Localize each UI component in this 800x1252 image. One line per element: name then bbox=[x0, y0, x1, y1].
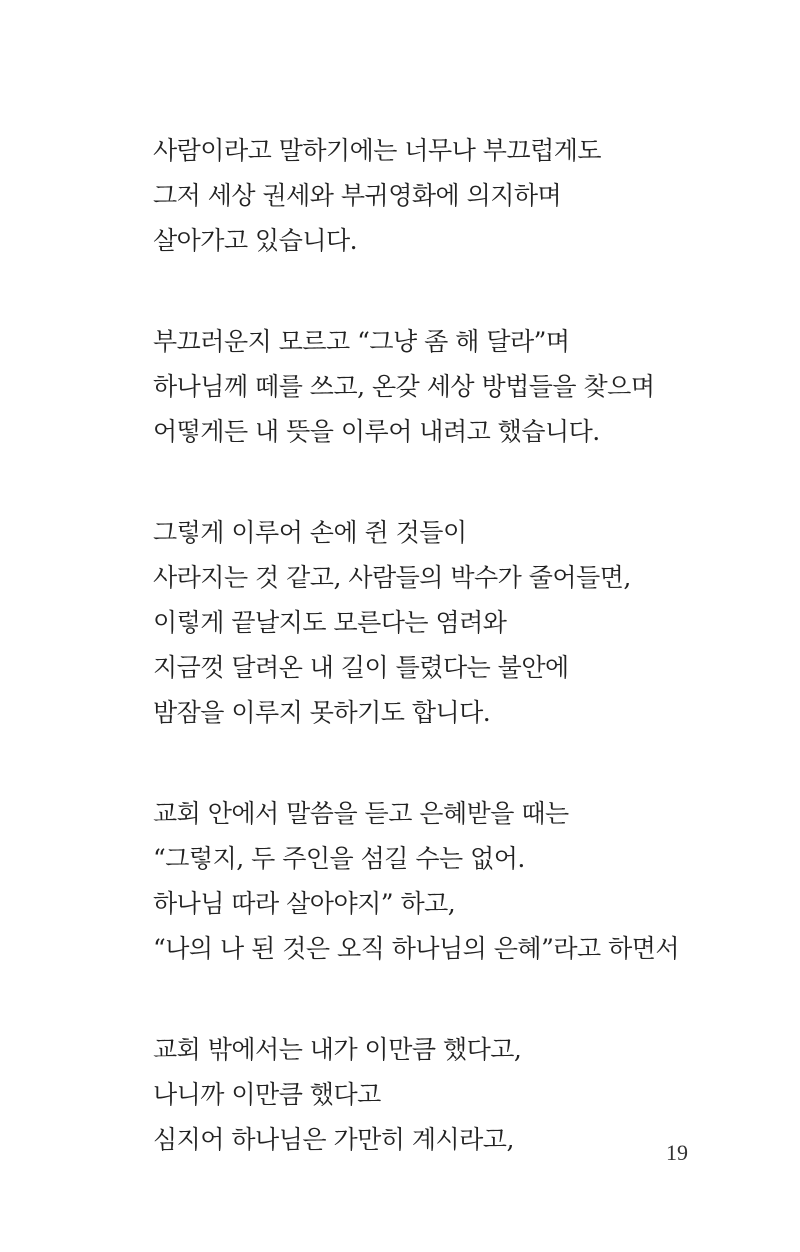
poem-line: “그렇지, 두 주인을 섬길 수는 없어. bbox=[153, 844, 525, 873]
poem-line: 이렇게 끝날지도 모른다는 염려와 bbox=[153, 608, 507, 637]
stanza-2 bbox=[153, 319, 753, 454]
poem-body bbox=[153, 128, 753, 1218]
poem-line: 그렇게 이루어 손에 쥔 것들이 bbox=[153, 518, 467, 547]
poem-line: “나의 나 된 것은 오직 하나님의 은혜”라고 하면서 bbox=[153, 934, 680, 963]
poem-line: 살아가고 있습니다. bbox=[153, 226, 358, 255]
stanza-5 bbox=[153, 1027, 753, 1162]
poem-line: 교회 밖에서는 내가 이만큼 했다고, bbox=[153, 1035, 522, 1064]
poem-line: 사람이라고 말하기에는 너무나 부끄럽게도 bbox=[153, 136, 602, 165]
poem-line: 그저 세상 권세와 부귀영화에 의지하며 bbox=[153, 181, 562, 210]
poem-line: 부끄러운지 모르고 “그냥 좀 해 달라”며 bbox=[153, 327, 570, 356]
stanza-3 bbox=[153, 510, 753, 735]
poem-line: 하나님 따라 살아야지” 하고, bbox=[153, 889, 456, 918]
page-number: 19 bbox=[666, 1140, 688, 1165]
poem-line: 하나님께 떼를 쓰고, 온갖 세상 방법들을 찾으며 bbox=[153, 372, 655, 401]
poem-line: 밤잠을 이루지 못하기도 합니다. bbox=[153, 698, 491, 727]
poem-line: 심지어 하나님은 가만히 계시라고, bbox=[153, 1125, 514, 1154]
stanza-4 bbox=[153, 791, 753, 971]
poem-line: 어떻게든 내 뜻을 이루어 내려고 했습니다. bbox=[153, 417, 600, 446]
poem-line: 지금껏 달려온 내 길이 틀렸다는 불안에 bbox=[153, 653, 569, 682]
poem-line: 교회 안에서 말씀을 듣고 은혜받을 때는 bbox=[153, 799, 569, 828]
stanza-1 bbox=[153, 128, 753, 263]
poem-line: 사라지는 것 같고, 사람들의 박수가 줄어들면, bbox=[153, 563, 631, 592]
poem-line: 나니까 이만큼 했다고 bbox=[153, 1080, 381, 1109]
